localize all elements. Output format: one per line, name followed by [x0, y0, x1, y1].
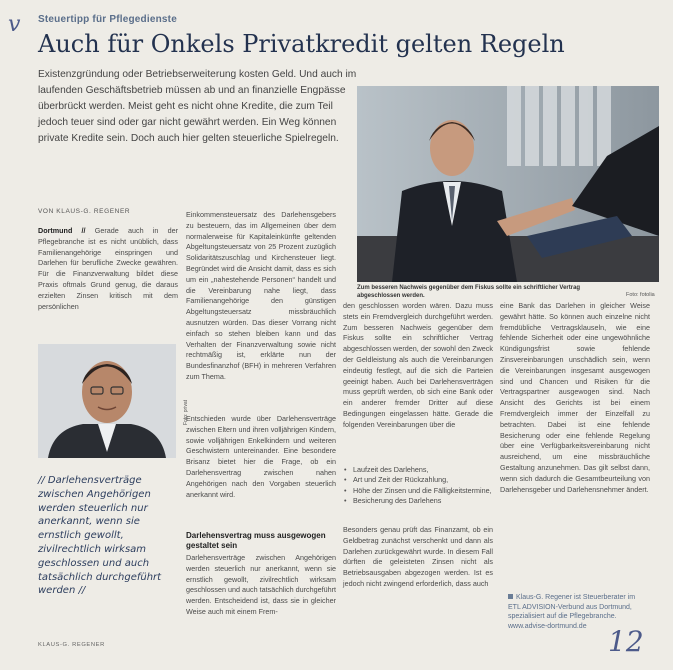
- byline: VON KLAUS-G. REGENER: [38, 208, 131, 215]
- column-3-bottom: Besonders genau prüft das Finanzamt, ob ein Geldbetrag zunächst verschenkt und dann als Darlehen zurückgewährt wurde. In diesem Fall dürften die geleisteten Zinsen nicht als Betriebsausgaben abgezogen werden. Ist es jedoch nicht zwingend erforderlich, dass auch: [343, 525, 493, 588]
- dateline: Dortmund //: [38, 226, 86, 235]
- column-2-middle: Entschieden wurde über Darlehensverträge zwischen Eltern und ihren volljährigen Kindern, sowie volljährigen Enkelkindern und weiteren Geschwistern untereinander. Eine besondere Brisanz bietet hier die Frage, ob ein Darlehensvertrag zwischen nahen Angehörigen nach den Vorgaben steuerlich anerkannt wird.: [186, 414, 336, 499]
- column-3-top: den geschlossen worden wären. Dazu muss stets ein Fremdvergleich durchgeführt werden. Zum besseren Nachweis gegenüber dem Fiskus sollte ein schriftlicher Vertrag abgeschlossen werden, der sowohl den Zweck der Geldleistung als auch die Vereinbarungen eindeutig festlegt, auf die sich die Parteien geeinigt haben. Auch bei Darlehensverträgen muss geprüft werden, ob sich eine Bank oder ein anderer fremder Dritter auf diese Bedingungen eingelassen hätte. Gerade die folgenden Vereinbarungen über die: [343, 301, 493, 429]
- photo-credit: Foto: fotolia: [626, 292, 655, 298]
- list-item: • Besicherung des Darlehens: [343, 496, 493, 506]
- author-portrait: [38, 344, 176, 458]
- kicker: Steuertipp für Pflegedienste: [38, 14, 177, 25]
- handwritten-mark: v: [8, 12, 21, 37]
- page-title: Auch für Onkels Privatkredit gelten Regeln: [38, 30, 565, 58]
- square-bullet-icon: [508, 594, 513, 599]
- column-2-bottom: Darlehensverträge zwischen Angehörigen werden steuerlich nur anerkannt, wenn sie ernstlich gewollt, zivilrechtlich wirksam geschlossen und auch tatsächlich durchgeführt werden. Entscheidend ist, dass sie in gleicher Weise auch mit einem Frem-: [186, 553, 336, 616]
- column-1: [38, 226, 178, 312]
- handshake-photo: [357, 86, 659, 282]
- author-info-text: Klaus-G. Regener ist Steuerberater im ETL ADVISION-Verbund aus Dortmund, spezialisiert auf die Pflegebranche. www.advise-dortmund.de: [508, 594, 636, 630]
- list-item: • Höhe der Zinsen und die Fälligkeitstermine,: [343, 486, 493, 496]
- lead-paragraph: Existenzgründung oder Betriebserweiterung kosten Geld. Und auch im laufenden Geschäftsbetrieb müssen ab und an finanzielle Engpässe überbrückt werden. Meist geht es nicht ohne Kredite, die zum Teil jedoch teuer sind oder gar nicht gewährt werden. Ein Weg können private Kredite sein. Doch auch hier gelten steuerliche Spielregeln.: [38, 69, 357, 144]
- list-item: • Laufzeit des Darlehens,: [343, 465, 493, 475]
- handwritten-page-number: 12: [608, 625, 644, 658]
- subheading: Darlehensvertrag muss ausgewogen gestaltet sein: [186, 531, 326, 550]
- conditions-list: [343, 465, 493, 506]
- column-1-text: Gerade auch in der Pflegebranche ist es nicht unüblich, dass Familienangehörige einspringen und Darlehen für berufliche Zwecke gewähren. Für die Finanzverwaltung bildet diese Praxis oftmals Grund genug, die daraus erzielten Zinsen kritisch mit dem persönlichen: [38, 226, 179, 311]
- quote-author: KLAUS-G. REGENER: [38, 642, 105, 648]
- portrait-credit: Foto: privat: [183, 400, 189, 426]
- column-2-top: Einkommensteuersatz des Darlehensgebers zu besteuern, das im Allgemeinen über dem normalerweise für Kapitaleinkünfte geltenden Abgeltungsteuersatz von 25 Prozent zuzüglich Solidaritätszuschlag und Kirchensteuer liegt. Begründet wird die Ansicht damit, dass es sich um ein „nahestehende Personen“ handelt und die Vereinbarung nahe liegt, dass Familienangehörige den günstigen Abgeltungsteuersatz missbräuchlich ausnutzen würden. Das dieser Vorrang nicht einfach so stehen bleiben kann und das Verhalten der Finanzverwaltung sowie nicht rechtmäßig ist, erklärte nun der Bundesfinanzhof (BFH) in mehreren Verfahren zum Thema.: [186, 210, 336, 381]
- photo-caption: Zum besseren Nachweis gegenüber dem Fiskus sollte ein schriftlicher Vertrag abgeschlossen werden.: [357, 285, 581, 299]
- pull-quote: // Darlehensverträge zwischen Angehörigen werden steuerlich nur anerkannt, wenn sie ernstlich gewollt, zivilrechtlich wirksam geschlossen und auch tatsächlich durchgeführt werden //: [38, 475, 162, 597]
- list-item: • Art und Zeit der Rückzahlung,: [343, 475, 493, 485]
- column-4: eine Bank das Darlehen in gleicher Weise gewährt hätte. So können auch einzelne nicht fremdübliche Vertragsklauseln, wie eine fehlende Sicherheit oder eine ungewöhnliche Kündigungsfrist sowie fehlende Zinsvereinbarungen unschädlich sein, wenn die Vereinbarungen insgesamt ausgewogen sind und Chancen und Risiken für die Vertragspartner ausgewogen sind. Nach Ansicht des Gerichts ist bei einem Fremdvergleich immer der Einzelfall zu betrachten. Dabei ist eine fehlende Besicherung oder eine fehlende Regelung über eine Verfügbarkeitsvereinbarung nicht ausreichend, um eine missbräuchliche Gestaltung anzunehmen. Das gilt selbst dann, wenn sich dadurch die Gesamtbeurteilung von Darlehensgeber und Darlehensnehmer ändert.: [500, 301, 650, 494]
